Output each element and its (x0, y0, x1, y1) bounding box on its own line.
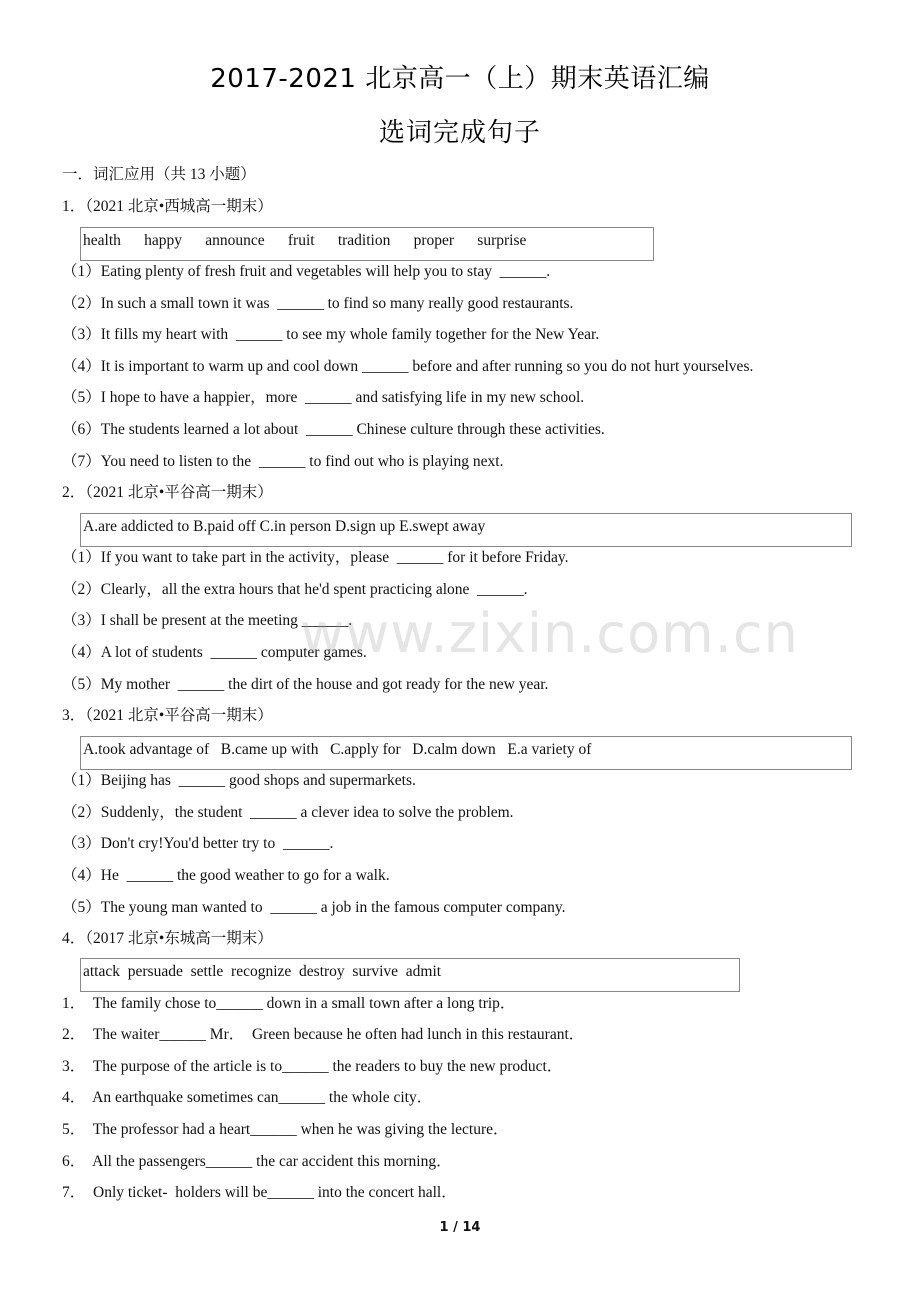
question-1-item-4: （4）It is important to warm up and cool down ______ before and after running so you do not hurt yourselves. (62, 358, 754, 375)
question-4-item-6: 6． All the passengers______ the car accident this morning． (62, 1153, 452, 1170)
question-4-header: 4．（2017 北京•东城高一期末） (62, 930, 273, 947)
question-4-item-3: 3． The purpose of the article is to______ the readers to buy the new product． (62, 1058, 563, 1075)
question-2-header: 2．（2021 北京•平谷高一期末） (62, 484, 273, 501)
question-4-item-2: 2． The waiter______ Mr． Green because he often had lunch in this restaurant． (62, 1026, 585, 1043)
question-4-item-4: 4． An earthquake sometimes can______ the whole city． (62, 1089, 433, 1106)
question-3-header: 3．（2021 北京•平谷高一期末） (62, 707, 273, 724)
question-1-item-5: （5）I hope to have a happier，more ______ and satisfying life in my new school. (62, 389, 585, 406)
question-1-item-1: （1）Eating plenty of fresh fruit and vegetables will help you to stay ______. (62, 263, 551, 280)
question-4-item-5: 5． The professor had a heart______ when he was giving the lecture． (62, 1121, 509, 1138)
question-2-item-3: （3）I shall be present at the meeting ______. (62, 612, 353, 629)
question-2-item-1: （1）If you want to take part in the activity，please ______ for it before Friday. (62, 549, 569, 566)
question-2-item-4: （4）A lot of students ______ computer games. (62, 644, 367, 661)
question-3-item-3: （3）Don't cry!You'd better try to ______. (62, 835, 334, 852)
question-3-item-4: （4）He ______ the good weather to go for a walk. (62, 867, 390, 884)
question-3-word-box: A.took advantage of B.came up with C.apply for D.calm down E.a variety of (80, 736, 852, 770)
question-1-item-2: （2）In such a small town it was ______ to find so many really good restaurants. (62, 295, 574, 312)
question-2-item-2: （2）Clearly，all the extra hours that he'd spent practicing alone ______. (62, 581, 528, 598)
watermark: www.zixin.com.cn (300, 602, 799, 665)
question-3-item-1: （1）Beijing has ______ good shops and supermarkets. (62, 772, 416, 789)
question-4-item-1: 1． The family chose to______ down in a small town after a long trip． (62, 995, 516, 1012)
question-2-item-5: （5）My mother ______ the dirt of the house and got ready for the new year. (62, 676, 549, 693)
question-3-item-5: （5）The young man wanted to ______ a job in the famous computer company. (62, 899, 566, 916)
question-4-item-7: 7． Only ticket- holders will be______ into the concert hall． (62, 1184, 457, 1201)
question-1-item-7: （7）You need to listen to the ______ to find out who is playing next. (62, 453, 504, 470)
question-2-word-box: A.are addicted to B.paid off C.in person D.sign up E.swept away (80, 513, 852, 547)
section-heading: 一．词汇应用（共 13 小题） (62, 166, 256, 183)
question-1-word-box: health happy announce fruit tradition proper surprise (80, 227, 654, 261)
question-3-item-2: （2）Suddenly，the student ______ a clever idea to solve the problem. (62, 804, 514, 821)
question-4-word-box: attack persuade settle recognize destroy survive admit (80, 958, 740, 992)
document-subtitle: 选词完成句子 (378, 118, 541, 148)
page-number: 1 / 14 (439, 1220, 481, 1235)
question-1-item-6: （6）The students learned a lot about ______ Chinese culture through these activities. (62, 421, 605, 438)
question-1-item-3: （3）It fills my heart with ______ to see my whole family together for the New Year. (62, 326, 600, 343)
document-title: 2017-2021 北京高一（上）期末英语汇编 (210, 64, 710, 94)
question-1-header: 1．（2021 北京•西城高一期末） (62, 198, 273, 215)
